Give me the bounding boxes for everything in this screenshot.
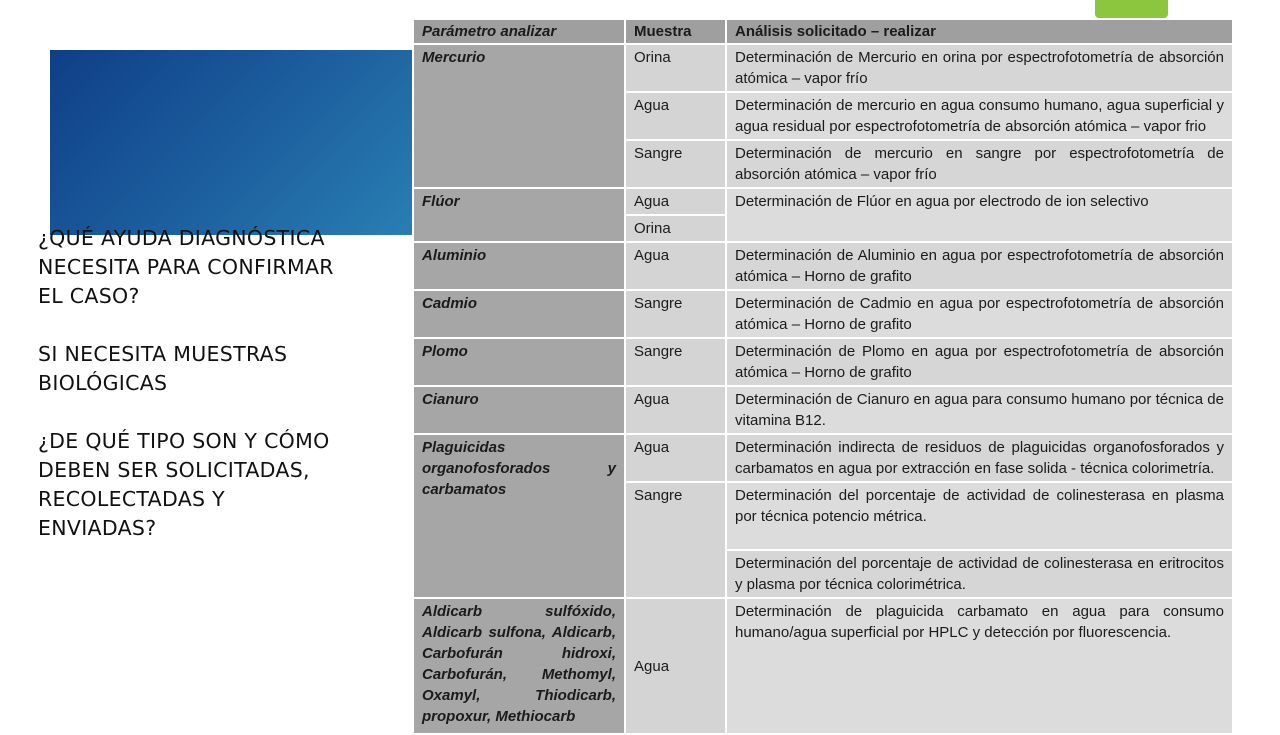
param-cell: Flúor [413,188,625,242]
muestra-cell: Sangre [625,290,726,338]
param-cell: Mercurio [413,44,625,188]
analisis-cell: Determinación del porcentaje de actividad de colinesterasa en plasma por técnica potencio métrica. [726,482,1233,550]
analisis-cell: Determinación de mercurio en sangre por espectrofotometría de absorción atómica – vapor frío [726,140,1233,188]
table-row [413,338,1233,386]
analysis-table-image [412,18,1232,725]
question-diagnostic-aid: ¿QUÉ AYUDA DIAGNÓSTICA NECESITA PARA CONFIRMAR EL CASO? [38,226,334,308]
muestra-agua: Agua [634,193,670,210]
table-row [413,44,1233,92]
param-cell: Aldicarb sulfóxido, Aldicarb sulfona, Aldicarb, Carbofurán hidroxi, Carbofurán, Methomyl, Oxamyl, Thiodicarb, propoxur, Methiocarb [413,598,625,734]
param-cell: Cadmio [413,290,625,338]
analysis-table [412,18,1234,735]
muestra-cell: Agua [625,242,726,290]
param-cell: Cianuro [413,386,625,434]
muestra-cell: Sangre [625,482,726,598]
table-row [413,598,1233,734]
analisis-cell: Determinación indirecta de residuos de plaguicidas organofosforados y carbamatos en agua por extracción en fase solida - técnica colorimetría. [726,434,1233,482]
muestra-cell: Agua [625,434,726,482]
analisis-cell: Determinación de Flúor en agua por electrodo de ion selectivo [726,188,1233,242]
analisis-cell: Determinación de Aluminio en agua por espectrofotometría de absorción atómica – Horno de grafito [726,242,1233,290]
question-biological-samples: SI NECESITA MUESTRAS BIOLÓGICAS [38,342,288,395]
param-cell: Aluminio [413,242,625,290]
muestra-cell: Orina [625,44,726,92]
table-row [413,188,1233,242]
table-row [413,290,1233,338]
header-param: Parámetro analizar [413,19,625,44]
table-row [413,434,1233,482]
question-sample-handling: ¿DE QUÉ TIPO SON Y CÓMO DEBEN SER SOLICITADAS, RECOLECTADAS Y ENVIADAS? [38,429,330,540]
title-banner [50,50,420,235]
muestra-cell: Sangre [625,338,726,386]
muestra-cell: Agua [625,598,726,734]
table-row [413,242,1233,290]
analisis-cell: Determinación de mercurio en agua consumo humano, agua superficial y agua residual por espectrofotometría de absorción atómica – vapor frio [726,92,1233,140]
param-cell: Plaguicidas organofosforados y carbamatos [413,434,625,598]
analisis-cell: Determinación de Plomo en agua por espectrofotometría de absorción atómica – Horno de grafito [726,338,1233,386]
analisis-cell: Determinación de Cadmio en agua por espectrofotometría de absorción atómica – Horno de grafito [726,290,1233,338]
param-cell: Plomo [413,338,625,386]
header-analisis: Análisis solicitado – realizar [726,19,1233,44]
accent-tab [1095,0,1168,18]
table-row [413,386,1233,434]
table-header-row [413,19,1233,44]
muestra-orina: Orina [626,214,725,239]
analisis-cell: Determinación de Mercurio en orina por espectrofotometría de absorción atómica – vapor frío [726,44,1233,92]
question-text-block [38,224,408,572]
muestra-cell: Agua [625,92,726,140]
muestra-cell [625,188,726,242]
muestra-cell: Sangre [625,140,726,188]
analisis-cell: Determinación de Cianuro en agua para consumo humano por técnica de vitamina B12. [726,386,1233,434]
header-muestra: Muestra [625,19,726,44]
analisis-cell: Determinación de plaguicida carbamato en agua para consumo humano/agua superficial por HPLC y detección por fluorescencia. [726,598,1233,734]
muestra-cell: Agua [625,386,726,434]
analisis-cell: Determinación del porcentaje de actividad de colinesterasa en eritrocitos y plasma por técnica colorimétrica. [726,550,1233,598]
